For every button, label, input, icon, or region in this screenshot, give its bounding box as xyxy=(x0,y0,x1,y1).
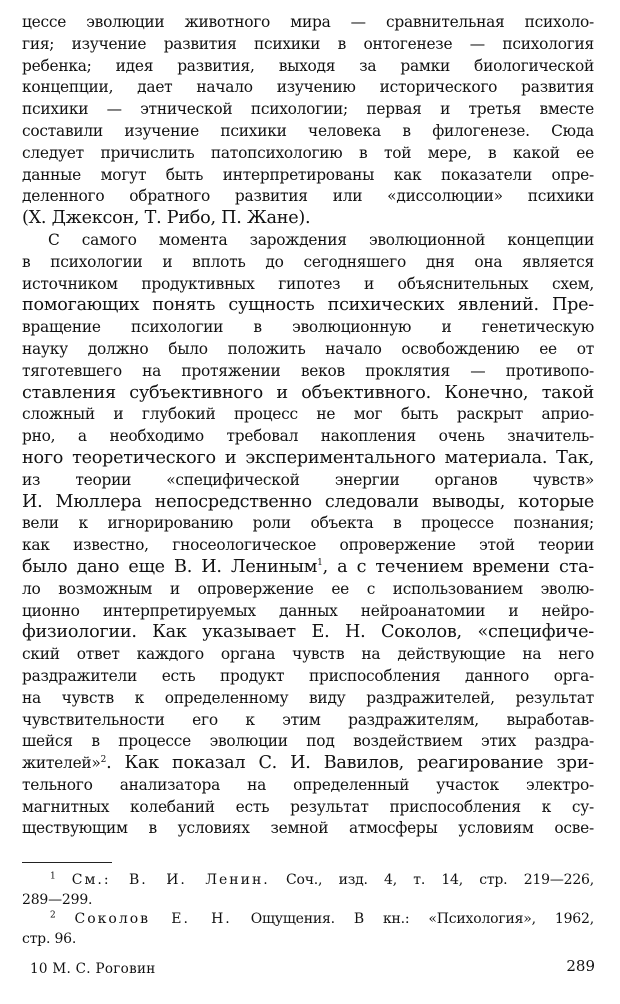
paragraph-2 xyxy=(22,230,594,840)
text-line xyxy=(22,753,594,775)
text-line: И. Мюллера непосредственно следовали выводы, которые xyxy=(22,491,594,512)
text-line: шейся в процессе эволюции под воздействием этих раздра- xyxy=(22,732,594,751)
footnote-ref-2[interactable]: 2 xyxy=(100,754,107,765)
text-line: вели к игнорированию роли объекта в процессе познания; xyxy=(22,514,594,533)
paragraph-1 xyxy=(22,12,594,230)
footnote-text: Ощущения. В кн.: «Психология», 1962, xyxy=(250,911,594,928)
text-line: составили изучение психики человека в филогенезе. Сюда xyxy=(22,121,594,140)
text-line xyxy=(22,557,594,579)
footnote-line xyxy=(22,910,594,930)
text-fragment: было дано еще В. И. Лениным xyxy=(22,556,318,577)
text-line: сложный и глубокий процесс не мог быть раскрыт априо- xyxy=(22,405,594,424)
footnote-author: См.: В. И. Ленин. xyxy=(71,872,270,889)
text-line: чувствительности его к этим раздражителям, выработав- xyxy=(22,710,594,729)
footnote-line: 289—299. xyxy=(22,891,93,908)
text-line: гия; изучение развития психики в онтогенезе — психология xyxy=(22,34,594,53)
text-line: в психологии и вплоть до сегодняшего дня она является xyxy=(22,252,594,271)
text-line: вращение психологии в эволюционную и генетическую xyxy=(22,318,594,337)
text-line: помогающих понять сущность психических явлений. Пре- xyxy=(22,295,594,316)
footnote-line: стр. 96. xyxy=(22,930,77,947)
text-line: следует причислить патопсихологию в той мере, в какой ее xyxy=(22,143,594,162)
text-line: С самого момента зарождения эволюционной концепции xyxy=(48,230,594,249)
text-line: на чувств к определенному виду раздражителей, результат xyxy=(22,688,594,707)
text-line: науку должно было положить начало освобождению ее от xyxy=(22,339,594,358)
text-line: данные могут быть интерпретированы как показатели опре- xyxy=(22,165,594,184)
text-line: ционно интерпретируемых данных нейроанатомии и нейро- xyxy=(22,601,594,620)
text-line: физиологии. Как указывает Е. Н. Соколов, «специфиче- xyxy=(22,622,594,643)
footnote-1 xyxy=(22,871,594,910)
text-line: ществующим в условиях земной атмосферы условиям осве- xyxy=(22,819,594,838)
signature-mark: 10 М. С. Роговин xyxy=(30,961,156,977)
text-line: ного теоретического и экспериментального материала. Так, xyxy=(22,447,594,468)
text-line: цессе эволюции животного мира — сравнительная психоло- xyxy=(22,13,594,31)
footnote-mark: 2 xyxy=(50,910,56,921)
footnote-ref-1[interactable]: 1 xyxy=(317,558,323,569)
page-number: 289 xyxy=(566,957,595,975)
text-line: источником продуктивных гипотез и объяснительных схем, xyxy=(22,274,594,293)
page-footer xyxy=(30,957,595,979)
text-line: раздражители есть продукт приспособления данного орга- xyxy=(22,666,594,685)
text-fragment: жителей» xyxy=(22,754,101,773)
footnote-author: Соколов Е. Н. xyxy=(74,911,232,928)
footnote-2 xyxy=(22,910,594,949)
text-line: рно, а необходимо требовал накопления очень значитель- xyxy=(22,427,594,446)
text-line: ребенка; идея развития, выходя за рамки биологической xyxy=(22,56,594,75)
text-line: как известно, гносеологическое опровержение этой теории xyxy=(22,536,594,555)
text-line: концепции, дает начало изучению исторического развития xyxy=(22,78,594,97)
footnote-line xyxy=(22,871,594,891)
text-fragment: , а с течением времени ста- xyxy=(322,556,594,577)
footnote-mark: 1 xyxy=(50,871,56,882)
text-line: тяготевшего на протяжении веков проклятия — противопо- xyxy=(22,361,594,380)
text-line: тельного анализатора на определенный участок электро- xyxy=(22,775,594,794)
footnote-divider xyxy=(22,862,112,863)
footnote-text: Соч., изд. 4, т. 14, стр. 219—226, xyxy=(286,872,594,889)
text-line: психики — этнической психологии; первая и третья вместе xyxy=(22,100,594,119)
text-fragment: . Как показал С. И. Вавилов, реагирование зри- xyxy=(106,753,594,774)
text-line: магнитных колебаний есть результат приспособления к су- xyxy=(22,797,594,816)
text-line: (Х. Джексон, Т. Рибо, П. Жане). xyxy=(22,208,311,229)
text-line: из теории «специфической энергии органов чувств» xyxy=(22,470,594,489)
page-body xyxy=(22,12,594,949)
text-line: деленного обратного развития или «диссолюции» психики xyxy=(22,187,594,206)
text-line: ло возможным и опровержение ее с использованием эволю- xyxy=(22,579,594,598)
text-line: ставления субъективного и объективного. Конечно, такой xyxy=(22,382,594,403)
text-line: ский ответ каждого органа чувств на действующие на него xyxy=(22,645,594,664)
